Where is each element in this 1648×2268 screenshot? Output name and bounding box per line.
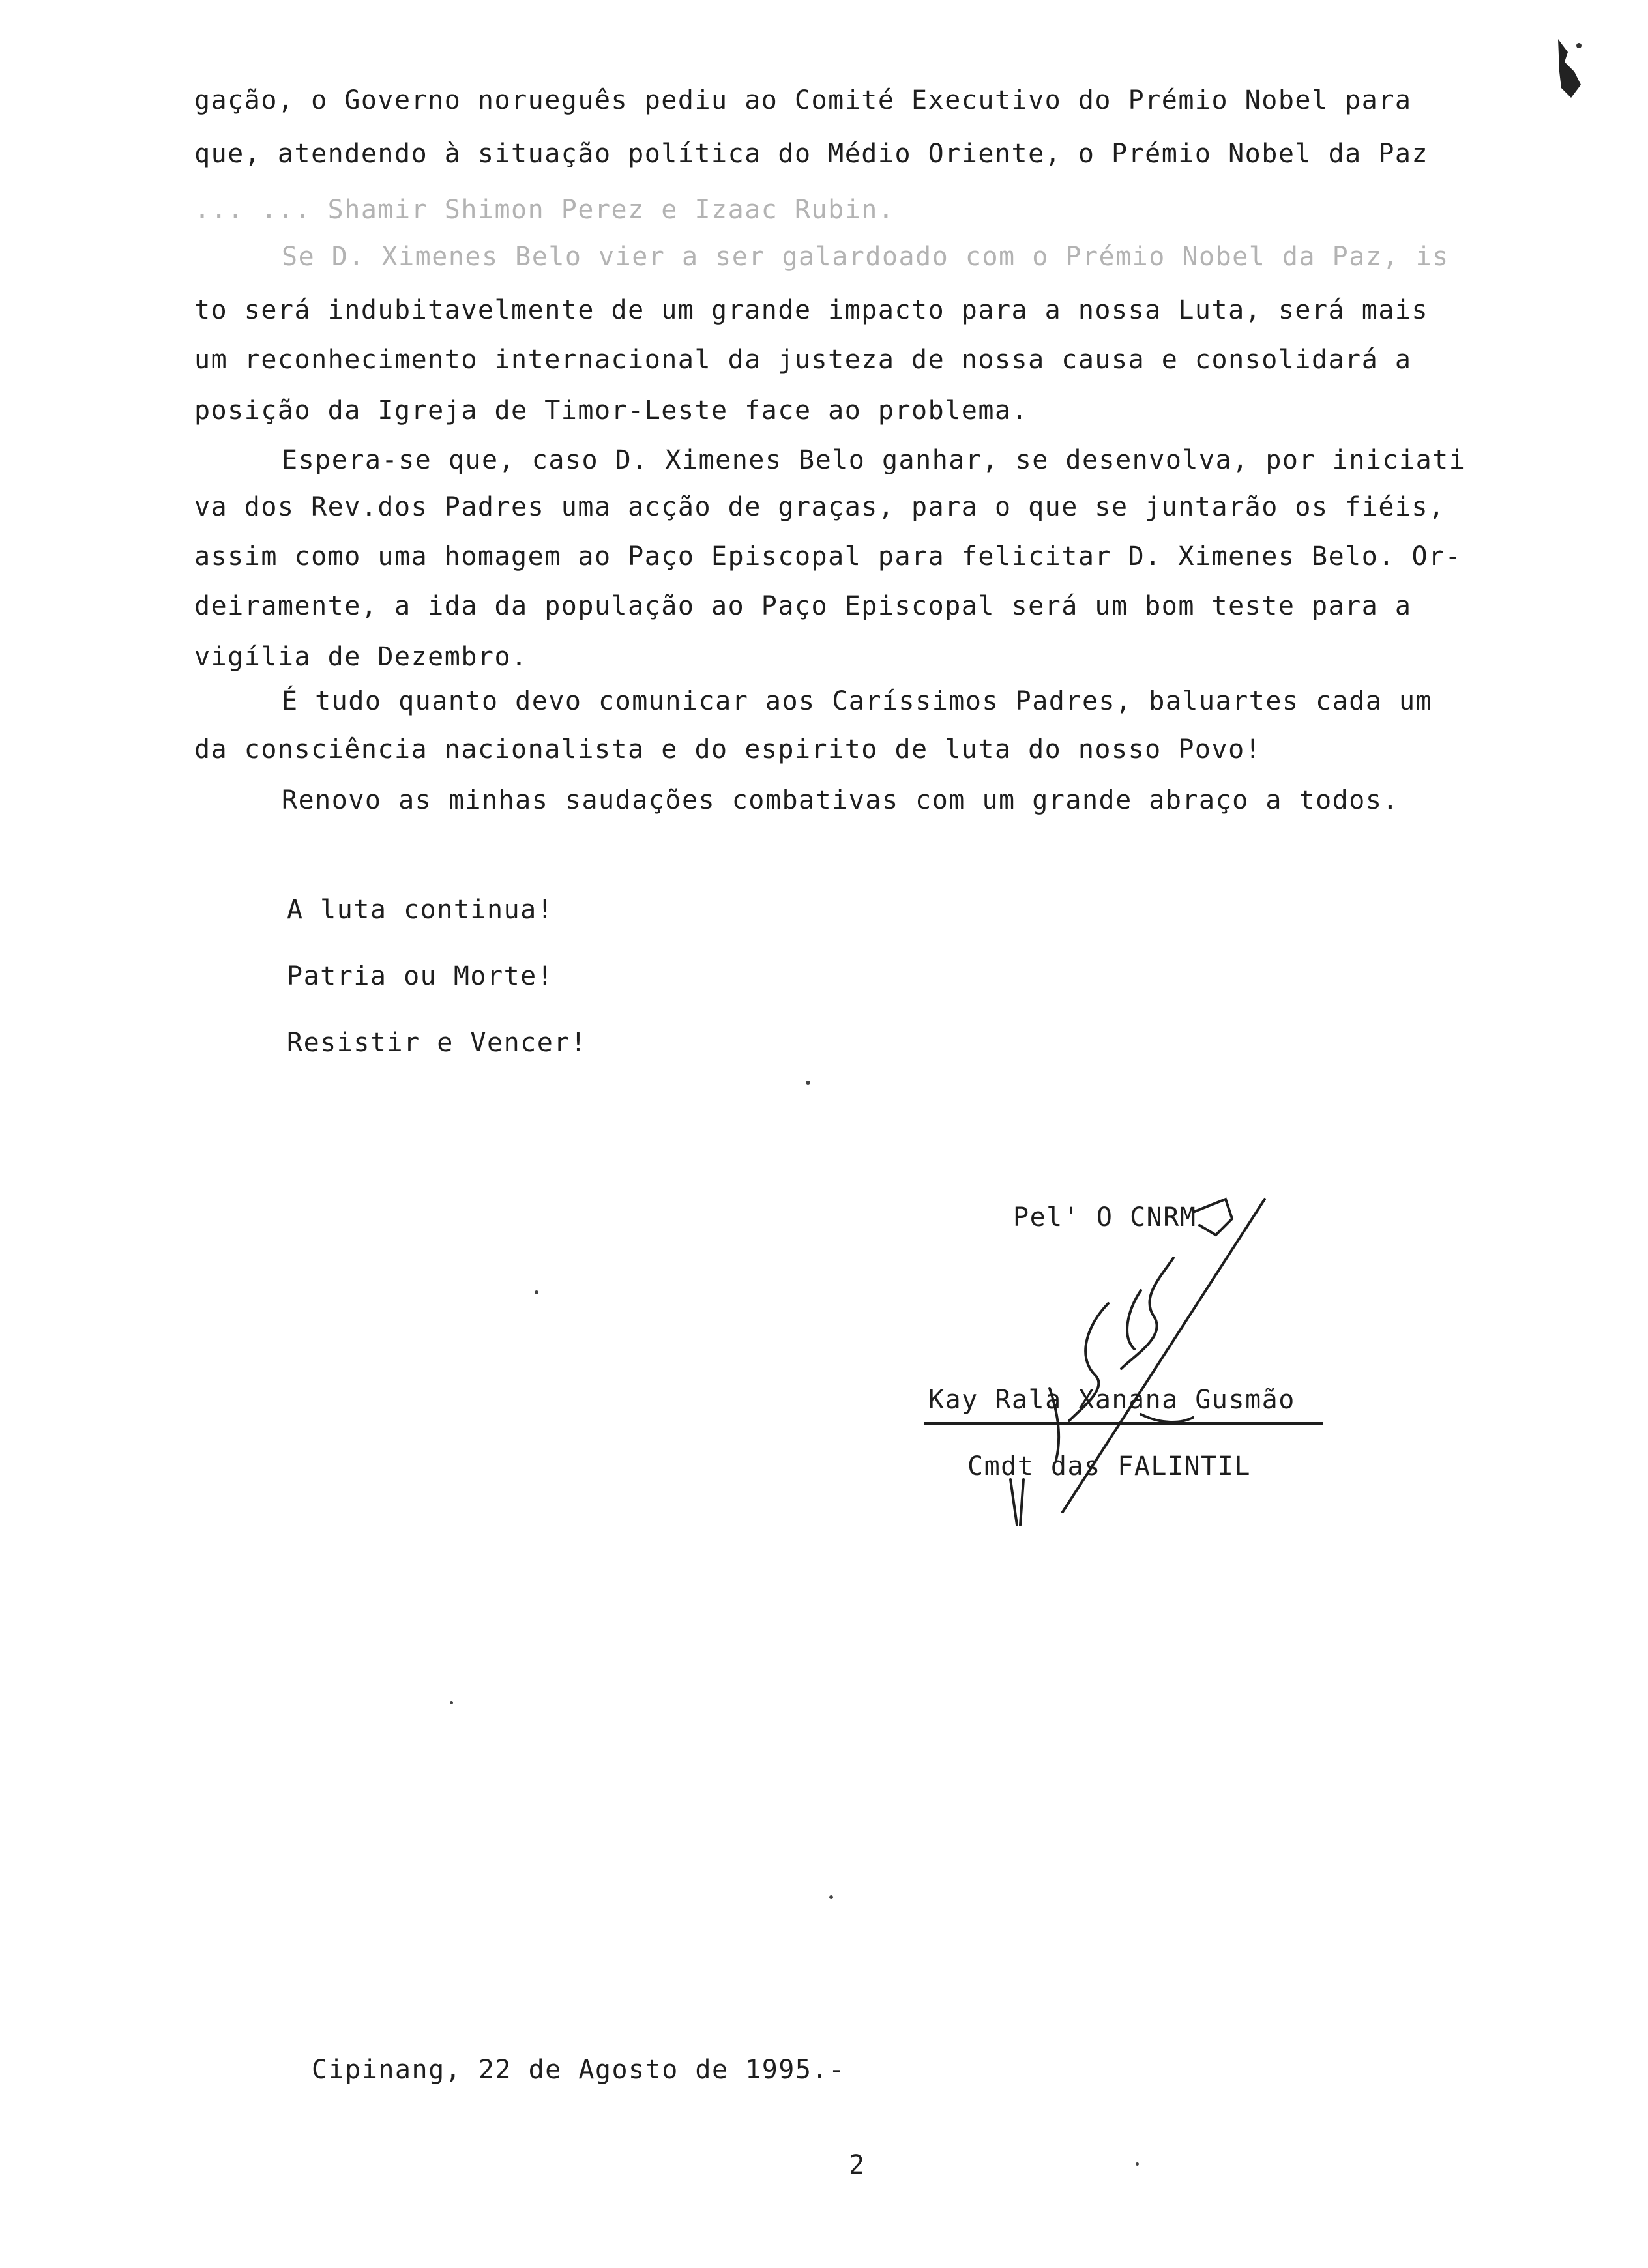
body-line: Se D. Ximenes Belo vier a ser galardoado com o Prémio Nobel da Paz, is bbox=[282, 242, 1449, 272]
body-line: É tudo quanto devo comunicar aos Caríssimos Padres, baluartes cada um bbox=[282, 686, 1433, 716]
body-line: ... ... Shamir Shimon Perez e Izaac Rubin. bbox=[194, 195, 895, 225]
body-line: deiramente, a ida da população ao Paço Episcopal será um bom teste para a bbox=[194, 591, 1412, 621]
body-line: va dos Rev.dos Padres uma acção de graças, para o que se juntarão os fiéis, bbox=[194, 492, 1445, 522]
body-line: Espera-se que, caso D. Ximenes Belo ganhar, se desenvolva, por iniciati bbox=[282, 445, 1466, 475]
scan-speck bbox=[806, 1081, 810, 1085]
page-number: 2 bbox=[849, 2150, 866, 2180]
scan-speck bbox=[1136, 2162, 1139, 2166]
signatory-name: Kay Rala Xanana Gusmão bbox=[928, 1385, 1295, 1415]
scan-speck bbox=[450, 1701, 453, 1704]
signature-rule bbox=[924, 1422, 1323, 1425]
body-line: gação, o Governo norueguês pediu ao Comité Executivo do Prémio Nobel para bbox=[194, 85, 1412, 115]
body-line: to será indubitavelmente de um grande impacto para a nossa Luta, será mais bbox=[194, 295, 1429, 325]
handwritten-signature bbox=[945, 1173, 1349, 1538]
body-line: vigília de Dezembro. bbox=[194, 642, 528, 672]
ink-blot-mark bbox=[1545, 33, 1591, 104]
signatory-title: Cmdt das FALINTIL bbox=[967, 1451, 1251, 1481]
scan-speck bbox=[829, 1895, 833, 1899]
scan-speck bbox=[535, 1290, 538, 1294]
body-line: da consciência nacionalista e do espirito de luta do nosso Povo! bbox=[194, 734, 1262, 764]
body-line: que, atendendo à situação política do Médio Oriente, o Prémio Nobel da Paz bbox=[194, 139, 1429, 169]
on-behalf-label: Pel' O CNRM bbox=[1013, 1202, 1197, 1232]
closing-line: A luta continua! bbox=[287, 895, 554, 925]
body-line: Renovo as minhas saudações combativas com um grande abraço a todos. bbox=[282, 785, 1399, 815]
closing-line: Patria ou Morte! bbox=[287, 961, 554, 991]
closing-line: Resistir e Vencer! bbox=[287, 1028, 587, 1058]
body-line: um reconhecimento internacional da justeza de nossa causa e consolidará a bbox=[194, 345, 1412, 375]
body-line: posição da Igreja de Timor-Leste face ao problema. bbox=[194, 396, 1029, 426]
place-date: Cipinang, 22 de Agosto de 1995.- bbox=[312, 2055, 846, 2085]
body-line: assim como uma homagem ao Paço Episcopal para felicitar D. Ximenes Belo. Or- bbox=[194, 542, 1462, 572]
